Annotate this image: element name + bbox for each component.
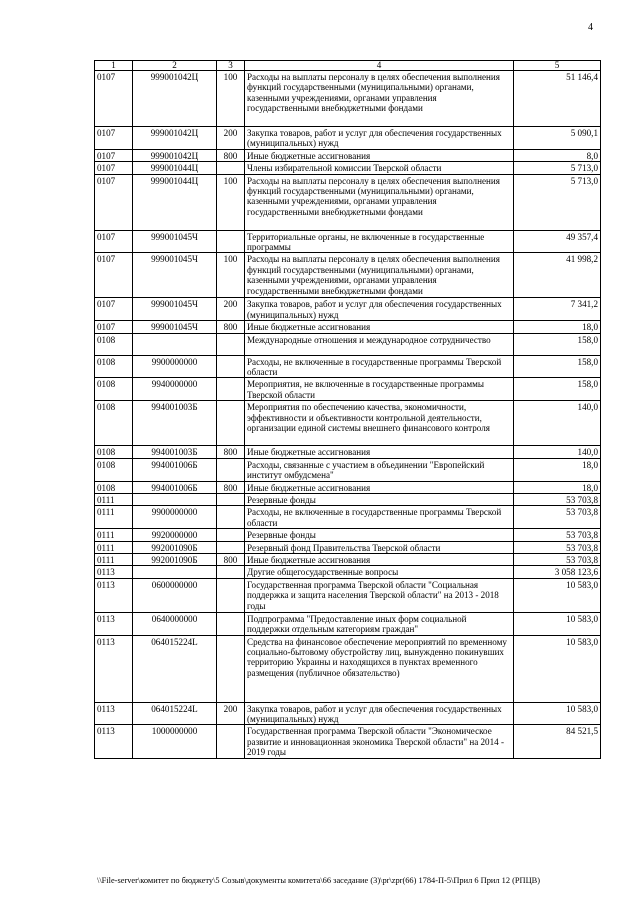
table-row	[95, 493, 601, 505]
cell-name: Резервные фонды	[245, 529, 514, 541]
table-row	[95, 298, 601, 321]
cell-section: 0111	[95, 493, 133, 505]
cell-target: 9900000000	[133, 355, 217, 378]
cell-type	[217, 541, 245, 553]
cell-target: 999001044Ц	[133, 174, 217, 230]
cell-sum: 158,0	[514, 355, 601, 378]
cell-name: Мероприятия, не включенные в государственные программы Тверской области	[245, 378, 514, 401]
cell-target: 9920000000	[133, 529, 217, 541]
cell-sum: 18,0	[514, 321, 601, 333]
cell-section: 0108	[95, 401, 133, 446]
cell-target: 999001044Ц	[133, 162, 217, 174]
cell-type	[217, 635, 245, 702]
cell-type	[217, 612, 245, 635]
cell-type	[217, 506, 245, 529]
cell-type: 800	[217, 321, 245, 333]
cell-target: 999001042Ц	[133, 149, 217, 161]
cell-target: 9900000000	[133, 506, 217, 529]
cell-name: Международные отношения и международное сотрудничество	[245, 333, 514, 355]
cell-target: 994001006Б	[133, 481, 217, 493]
cell-name: Закупка товаров, работ и услуг для обеспечения государственных (муниципальных) нужд	[245, 702, 514, 725]
cell-name: Члены избирательной комиссии Тверской области	[245, 162, 514, 174]
cell-target: 064015224L	[133, 635, 217, 702]
cell-sum: 5 713,0	[514, 162, 601, 174]
cell-type: 100	[217, 174, 245, 230]
cell-type: 800	[217, 149, 245, 161]
cell-target: 994001006Б	[133, 458, 217, 481]
file-path-footer: \\File-server\комитет по бюджету\5 Созыв\документы комитета\66 заседание (3)\pr\zpr(66) 1784-П-5\Прил 6 Прил 12 (РПЦВ)	[97, 876, 541, 885]
cell-section: 0107	[95, 253, 133, 298]
cell-type: 800	[217, 553, 245, 565]
cell-section: 0108	[95, 481, 133, 493]
cell-sum: 8,0	[514, 149, 601, 161]
table-row	[95, 612, 601, 635]
cell-type	[217, 529, 245, 541]
cell-sum: 41 998,2	[514, 253, 601, 298]
table-row	[95, 578, 601, 612]
cell-name: Расходы, не включенные в государственные программы Тверской области	[245, 355, 514, 378]
cell-type	[217, 578, 245, 612]
header-cell-target: 2	[133, 61, 217, 71]
cell-name: Государственная программа Тверской области "Социальная поддержка и защита населения Тверской области" на 2013 - 2018 годы	[245, 578, 514, 612]
table-row	[95, 71, 601, 127]
cell-type	[217, 333, 245, 355]
cell-sum: 158,0	[514, 333, 601, 355]
cell-name: Иные бюджетные ассигнования	[245, 553, 514, 565]
cell-target	[133, 493, 217, 505]
cell-name: Резервный фонд Правительства Тверской области	[245, 541, 514, 553]
table-row	[95, 566, 601, 578]
cell-target: 999001042Ц	[133, 127, 217, 150]
cell-sum: 10 583,0	[514, 612, 601, 635]
cell-section: 0107	[95, 230, 133, 253]
cell-type: 100	[217, 253, 245, 298]
table-row	[95, 378, 601, 401]
cell-type	[217, 162, 245, 174]
cell-sum: 53 703,8	[514, 541, 601, 553]
cell-name: Иные бюджетные ассигнования	[245, 481, 514, 493]
table-row	[95, 401, 601, 446]
table-row	[95, 541, 601, 553]
table-row	[95, 725, 601, 759]
cell-target: 992001090Б	[133, 553, 217, 565]
cell-target: 999001045Ч	[133, 230, 217, 253]
cell-name: Иные бюджетные ассигнования	[245, 149, 514, 161]
cell-target: 999001045Ч	[133, 298, 217, 321]
cell-target	[133, 566, 217, 578]
cell-section: 0111	[95, 506, 133, 529]
cell-type	[217, 355, 245, 378]
cell-section: 0108	[95, 446, 133, 458]
cell-sum: 10 583,0	[514, 578, 601, 612]
cell-name: Территориальные органы, не включенные в государственные программы	[245, 230, 514, 253]
cell-section: 0111	[95, 553, 133, 565]
cell-section: 0113	[95, 702, 133, 725]
cell-type	[217, 725, 245, 759]
table-row	[95, 355, 601, 378]
cell-target: 999001045Ч	[133, 321, 217, 333]
cell-sum: 18,0	[514, 481, 601, 493]
cell-sum: 53 703,8	[514, 553, 601, 565]
table-row	[95, 230, 601, 253]
cell-sum: 53 703,8	[514, 493, 601, 505]
cell-name: Мероприятия по обеспечению качества, экономичности, эффективности и объективности контрольной деятельности, организации единой системы внешнего финансового контроля	[245, 401, 514, 446]
cell-section: 0107	[95, 321, 133, 333]
cell-section: 0108	[95, 378, 133, 401]
cell-target: 0600000000	[133, 578, 217, 612]
table-row	[95, 529, 601, 541]
cell-name: Закупка товаров, работ и услуг для обеспечения государственных (муниципальных) нужд	[245, 298, 514, 321]
cell-target: 9940000000	[133, 378, 217, 401]
cell-section: 0108	[95, 333, 133, 355]
cell-section: 0113	[95, 612, 133, 635]
cell-section: 0107	[95, 127, 133, 150]
cell-sum: 10 583,0	[514, 702, 601, 725]
cell-section: 0113	[95, 578, 133, 612]
table-row	[95, 253, 601, 298]
cell-sum: 53 703,8	[514, 529, 601, 541]
cell-target: 064015224L	[133, 702, 217, 725]
cell-name: Расходы, связанные с участием в объединении "Европейский институт омбудсмена"	[245, 458, 514, 481]
table-row	[95, 635, 601, 702]
table-header-row	[95, 61, 601, 71]
table-row	[95, 702, 601, 725]
cell-type: 800	[217, 481, 245, 493]
cell-section: 0108	[95, 458, 133, 481]
cell-section: 0108	[95, 355, 133, 378]
header-cell-type: 3	[217, 61, 245, 71]
cell-target: 0640000000	[133, 612, 217, 635]
table-row	[95, 174, 601, 230]
cell-name: Иные бюджетные ассигнования	[245, 446, 514, 458]
table-row	[95, 458, 601, 481]
cell-name: Другие общегосударственные вопросы	[245, 566, 514, 578]
cell-name: Иные бюджетные ассигнования	[245, 321, 514, 333]
cell-section: 0113	[95, 566, 133, 578]
cell-type: 800	[217, 446, 245, 458]
table-row	[95, 321, 601, 333]
cell-type	[217, 566, 245, 578]
cell-section: 0111	[95, 529, 133, 541]
cell-name: Расходы на выплаты персоналу в целях обеспечения выполнения функций государственными (муниципальными) органами, казенными учреждениями, органами управления государственными внебюджетными фондами	[245, 174, 514, 230]
cell-type	[217, 378, 245, 401]
cell-section: 0113	[95, 635, 133, 702]
cell-target: 994001003Б	[133, 401, 217, 446]
cell-sum: 5 090,1	[514, 127, 601, 150]
cell-name: Подпрограмма "Предоставление иных форм социальной поддержки отдельным категориям граждан"	[245, 612, 514, 635]
cell-name: Государственная программа Тверской области "Экономическое развитие и инновационная экономика Тверской области" на 2014 - 2019 годы	[245, 725, 514, 759]
cell-type: 200	[217, 298, 245, 321]
header-cell-sum: 5	[514, 61, 601, 71]
header-cell-name: 4	[245, 61, 514, 71]
cell-section: 0107	[95, 71, 133, 127]
cell-sum: 3 058 123,6	[514, 566, 601, 578]
table-row	[95, 127, 601, 150]
cell-section: 0113	[95, 725, 133, 759]
table-row	[95, 333, 601, 355]
cell-type	[217, 493, 245, 505]
cell-name: Средства на финансовое обеспечение мероприятий по временному социально-бытовому обустройству лиц, вынужденно покинувших территорию Украины и находящихся в пунктах временного размещения (публичное обязательство)	[245, 635, 514, 702]
cell-name: Резервные фонды	[245, 493, 514, 505]
cell-name: Закупка товаров, работ и услуг для обеспечения государственных (муниципальных) нужд	[245, 127, 514, 150]
cell-sum: 18,0	[514, 458, 601, 481]
header-cell-section: 1	[95, 61, 133, 71]
cell-sum: 5 713,0	[514, 174, 601, 230]
cell-type	[217, 458, 245, 481]
table-row	[95, 481, 601, 493]
cell-target: 992001090Б	[133, 541, 217, 553]
cell-sum: 84 521,5	[514, 725, 601, 759]
cell-section: 0107	[95, 174, 133, 230]
cell-sum: 49 357,4	[514, 230, 601, 253]
table-row	[95, 553, 601, 565]
page-number: 4	[588, 22, 593, 33]
cell-sum: 7 341,2	[514, 298, 601, 321]
table-body	[95, 61, 601, 759]
cell-target: 999001045Ч	[133, 253, 217, 298]
cell-section: 0107	[95, 162, 133, 174]
cell-section: 0107	[95, 298, 133, 321]
cell-type: 200	[217, 127, 245, 150]
cell-sum: 140,0	[514, 446, 601, 458]
cell-target	[133, 333, 217, 355]
table-row	[95, 506, 601, 529]
cell-target: 1000000000	[133, 725, 217, 759]
cell-type: 100	[217, 71, 245, 127]
cell-type: 200	[217, 702, 245, 725]
cell-name: Расходы на выплаты персоналу в целях обеспечения выполнения функций государственными (муниципальными) органами, казенными учреждениями, органами управления государственными внебюджетными фондами	[245, 253, 514, 298]
cell-section: 0111	[95, 541, 133, 553]
cell-name: Расходы на выплаты персоналу в целях обеспечения выполнения функций государственными (муниципальными) органами, казенными учреждениями, органами управления государственными внебюджетными фондами	[245, 71, 514, 127]
cell-type	[217, 230, 245, 253]
cell-section: 0107	[95, 149, 133, 161]
cell-name: Расходы, не включенные в государственные программы Тверской области	[245, 506, 514, 529]
table-row	[95, 162, 601, 174]
cell-sum: 158,0	[514, 378, 601, 401]
table-row	[95, 446, 601, 458]
cell-sum: 10 583,0	[514, 635, 601, 702]
cell-target: 994001003Б	[133, 446, 217, 458]
cell-sum: 140,0	[514, 401, 601, 446]
cell-type	[217, 401, 245, 446]
cell-sum: 53 703,8	[514, 506, 601, 529]
cell-sum: 51 146,4	[514, 71, 601, 127]
table-row	[95, 149, 601, 161]
budget-table	[94, 60, 601, 759]
cell-target: 999001042Ц	[133, 71, 217, 127]
